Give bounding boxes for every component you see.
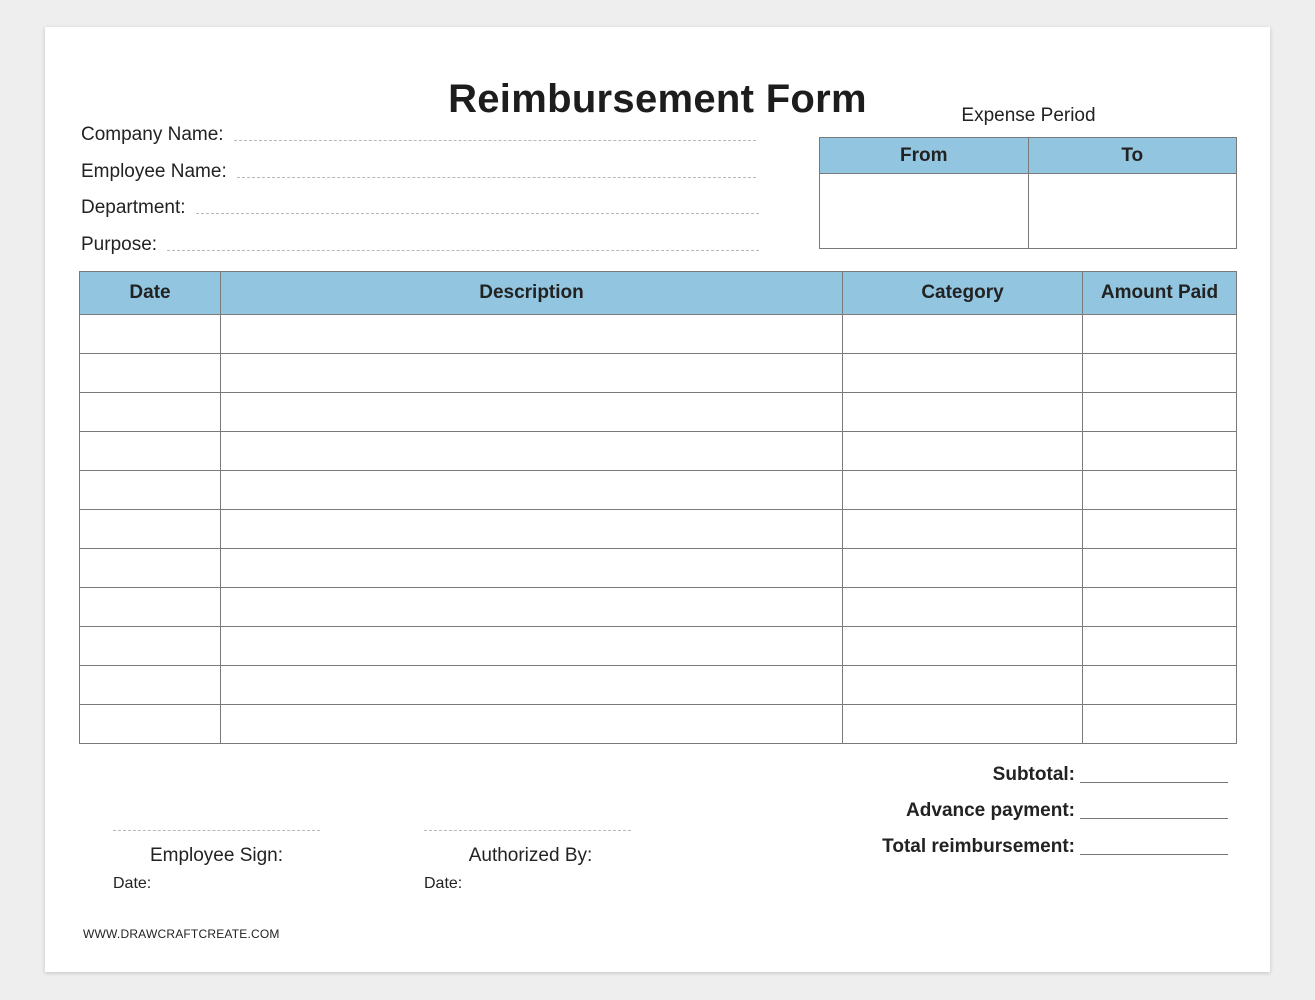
amount-paid-cell[interactable] [1083, 354, 1237, 393]
employee-sign-label: Employee Sign: [149, 845, 284, 866]
category-cell[interactable] [843, 705, 1083, 744]
date-column-header: Date [80, 272, 221, 315]
description-cell[interactable] [221, 666, 843, 705]
employee-sign-line[interactable] [113, 830, 320, 831]
date-cell[interactable] [80, 471, 221, 510]
amount-paid-cell[interactable] [1083, 432, 1237, 471]
description-cell[interactable] [221, 354, 843, 393]
expense-period-table [819, 137, 1237, 249]
table-row [80, 705, 1237, 744]
amount-paid-column-header: Amount Paid [1083, 272, 1237, 315]
amount-paid-cell[interactable] [1083, 510, 1237, 549]
period-to-cell[interactable] [1028, 174, 1237, 249]
description-cell[interactable] [221, 588, 843, 627]
subtotal-label: Subtotal: [992, 764, 1075, 785]
total-reimbursement-label: Total reimbursement: [882, 836, 1075, 857]
employee-name-field[interactable] [81, 157, 756, 183]
amount-paid-cell[interactable] [1083, 393, 1237, 432]
advance-payment-field[interactable] [906, 796, 1228, 822]
period-to-header: To [1028, 138, 1237, 174]
category-cell[interactable] [843, 315, 1083, 354]
purpose-label: Purpose: [81, 234, 158, 255]
purpose-line[interactable] [167, 250, 759, 251]
purpose-field[interactable] [81, 230, 759, 256]
authorized-by-label: Authorized By: [468, 845, 593, 866]
description-cell[interactable] [221, 393, 843, 432]
authorized-date-label: Date: [424, 875, 463, 892]
category-cell[interactable] [843, 471, 1083, 510]
table-row [80, 549, 1237, 588]
date-cell[interactable] [80, 432, 221, 471]
category-cell[interactable] [843, 666, 1083, 705]
date-cell[interactable] [80, 315, 221, 354]
date-cell[interactable] [80, 705, 221, 744]
description-column-header: Description [221, 272, 843, 315]
description-cell[interactable] [221, 315, 843, 354]
department-line[interactable] [196, 213, 759, 214]
table-row [80, 588, 1237, 627]
footer-website: WWW.DRAWCRAFTCREATE.COM [83, 927, 280, 941]
category-cell[interactable] [843, 510, 1083, 549]
date-cell[interactable] [80, 510, 221, 549]
table-row [80, 627, 1237, 666]
category-cell[interactable] [843, 432, 1083, 471]
company-name-line[interactable] [234, 140, 756, 141]
amount-paid-cell[interactable] [1083, 705, 1237, 744]
category-cell[interactable] [843, 588, 1083, 627]
table-row [80, 666, 1237, 705]
table-row [80, 432, 1237, 471]
subtotal-field[interactable] [993, 760, 1228, 786]
table-row [80, 393, 1237, 432]
expense-period-title: Expense Period [961, 105, 1096, 126]
period-from-header: From [820, 138, 1029, 174]
table-row [80, 315, 1237, 354]
date-cell[interactable] [80, 666, 221, 705]
total-reimbursement-line[interactable] [1080, 854, 1228, 855]
category-cell[interactable] [843, 393, 1083, 432]
description-cell[interactable] [221, 432, 843, 471]
date-cell[interactable] [80, 549, 221, 588]
description-cell[interactable] [221, 549, 843, 588]
description-cell[interactable] [221, 705, 843, 744]
form-title: Reimbursement Form [448, 77, 867, 121]
table-row [80, 471, 1237, 510]
total-reimbursement-field[interactable] [882, 832, 1228, 858]
amount-paid-cell[interactable] [1083, 471, 1237, 510]
category-cell[interactable] [843, 549, 1083, 588]
advance-payment-label: Advance payment: [906, 800, 1075, 821]
amount-paid-cell[interactable] [1083, 315, 1237, 354]
description-cell[interactable] [221, 627, 843, 666]
company-name-label: Company Name: [81, 124, 224, 145]
expense-table [79, 271, 1237, 744]
date-cell[interactable] [80, 354, 221, 393]
amount-paid-cell[interactable] [1083, 627, 1237, 666]
table-row [80, 354, 1237, 393]
subtotal-line[interactable] [1080, 782, 1228, 783]
employee-name-line[interactable] [237, 177, 756, 178]
period-from-cell[interactable] [820, 174, 1029, 249]
department-label: Department: [81, 197, 186, 218]
employee-date-label: Date: [113, 875, 152, 892]
category-cell[interactable] [843, 627, 1083, 666]
date-cell[interactable] [80, 393, 221, 432]
department-field[interactable] [81, 193, 759, 219]
employee-name-label: Employee Name: [81, 161, 227, 182]
date-cell[interactable] [80, 588, 221, 627]
description-cell[interactable] [221, 510, 843, 549]
table-row [80, 510, 1237, 549]
description-cell[interactable] [221, 471, 843, 510]
amount-paid-cell[interactable] [1083, 549, 1237, 588]
date-cell[interactable] [80, 627, 221, 666]
form-sheet [45, 27, 1270, 972]
category-cell[interactable] [843, 354, 1083, 393]
expense-table-body [80, 315, 1237, 744]
amount-paid-cell[interactable] [1083, 666, 1237, 705]
category-column-header: Category [843, 272, 1083, 315]
authorized-by-line[interactable] [424, 830, 631, 831]
amount-paid-cell[interactable] [1083, 588, 1237, 627]
advance-payment-line[interactable] [1080, 818, 1228, 819]
company-name-field[interactable] [81, 120, 756, 146]
